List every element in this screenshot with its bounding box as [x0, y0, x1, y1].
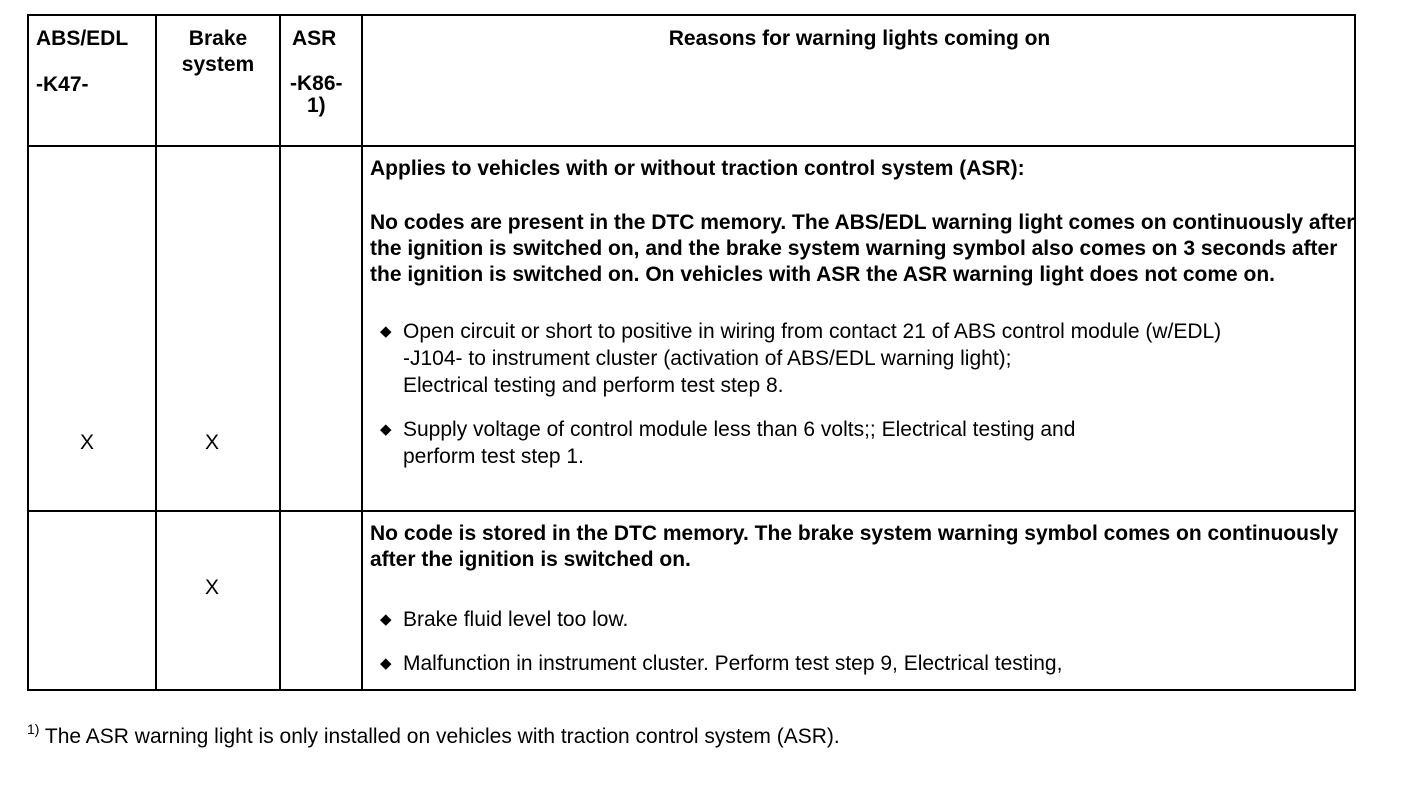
footnote-marker: 1) [27, 721, 40, 737]
row1-brake-mark: X [205, 431, 220, 454]
header-asr-footnote-ref: 1) [307, 94, 326, 117]
header-asr [281, 26, 361, 116]
header-brake-label-2: system [181, 53, 255, 76]
row2-brake-mark: X [205, 576, 220, 599]
footnote-text: The ASR warning light is only installed on vehicles with traction control system (ASR). [44, 725, 840, 748]
row-divider [29, 510, 1354, 512]
bullet-line: Supply voltage of control module less than 6 volts;; Electrical testing and [403, 418, 1076, 441]
header-abs-edl-code: -K47- [36, 73, 89, 96]
column-divider [279, 16, 281, 689]
row1-bullet-2 [370, 416, 1355, 470]
header-asr-label: ASR [292, 27, 337, 50]
row1-bullet-1 [370, 318, 1355, 399]
row1-reasons [370, 156, 1355, 470]
column-divider [155, 16, 157, 689]
header-abs-edl-label: ABS/EDL [36, 27, 129, 50]
row1-description-paragraph: No codes are present in the DTC memory. The ABS/EDL warning light comes on continuously after the ignition is switched on, and the brake system warning symbol also comes on 3 seconds after the ignition is switched on. On vehicles with ASR the ASR warning light does not come on. [370, 211, 1355, 286]
header-asr-code: -K86- [290, 72, 343, 95]
header-brake-system [157, 26, 279, 78]
header-abs-edl [36, 26, 151, 98]
bullet-line: Malfunction in instrument cluster. Perform test step 9, Electrical testing, [403, 652, 1063, 675]
footnote [27, 722, 840, 752]
warning-lights-table [27, 14, 1356, 691]
header-reasons: Reasons for warning lights coming on [668, 27, 1051, 50]
diamond-bullet-icon: ◆ [380, 323, 392, 340]
bullet-line: -J104- to instrument cluster (activation of ABS/EDL warning light); [403, 347, 1012, 370]
column-divider [361, 16, 363, 689]
diamond-bullet-icon: ◆ [380, 421, 392, 438]
row1-abs-edl-mark: X [80, 431, 95, 454]
diamond-bullet-icon: ◆ [380, 655, 392, 672]
row-divider [29, 145, 1354, 147]
row2-description-paragraph: No code is stored in the DTC memory. The brake system warning symbol comes on continuously after the ignition is switched on. [370, 522, 1339, 571]
row2-reasons [370, 521, 1355, 677]
bullet-line: Brake fluid level too low. [403, 608, 629, 631]
header-brake-label: Brake [188, 27, 248, 50]
bullet-line: perform test step 1. [403, 445, 584, 468]
bullet-line: Electrical testing and perform test step 8. [403, 374, 784, 397]
row2-bullet-1 [370, 606, 1355, 633]
diamond-bullet-icon: ◆ [380, 611, 392, 628]
row2-bullet-2 [370, 650, 1355, 677]
row1-applies-paragraph: Applies to vehicles with or without traction control system (ASR): [370, 157, 1025, 180]
bullet-line: Open circuit or short to positive in wiring from contact 21 of ABS control module (w/EDL) [403, 320, 1222, 343]
